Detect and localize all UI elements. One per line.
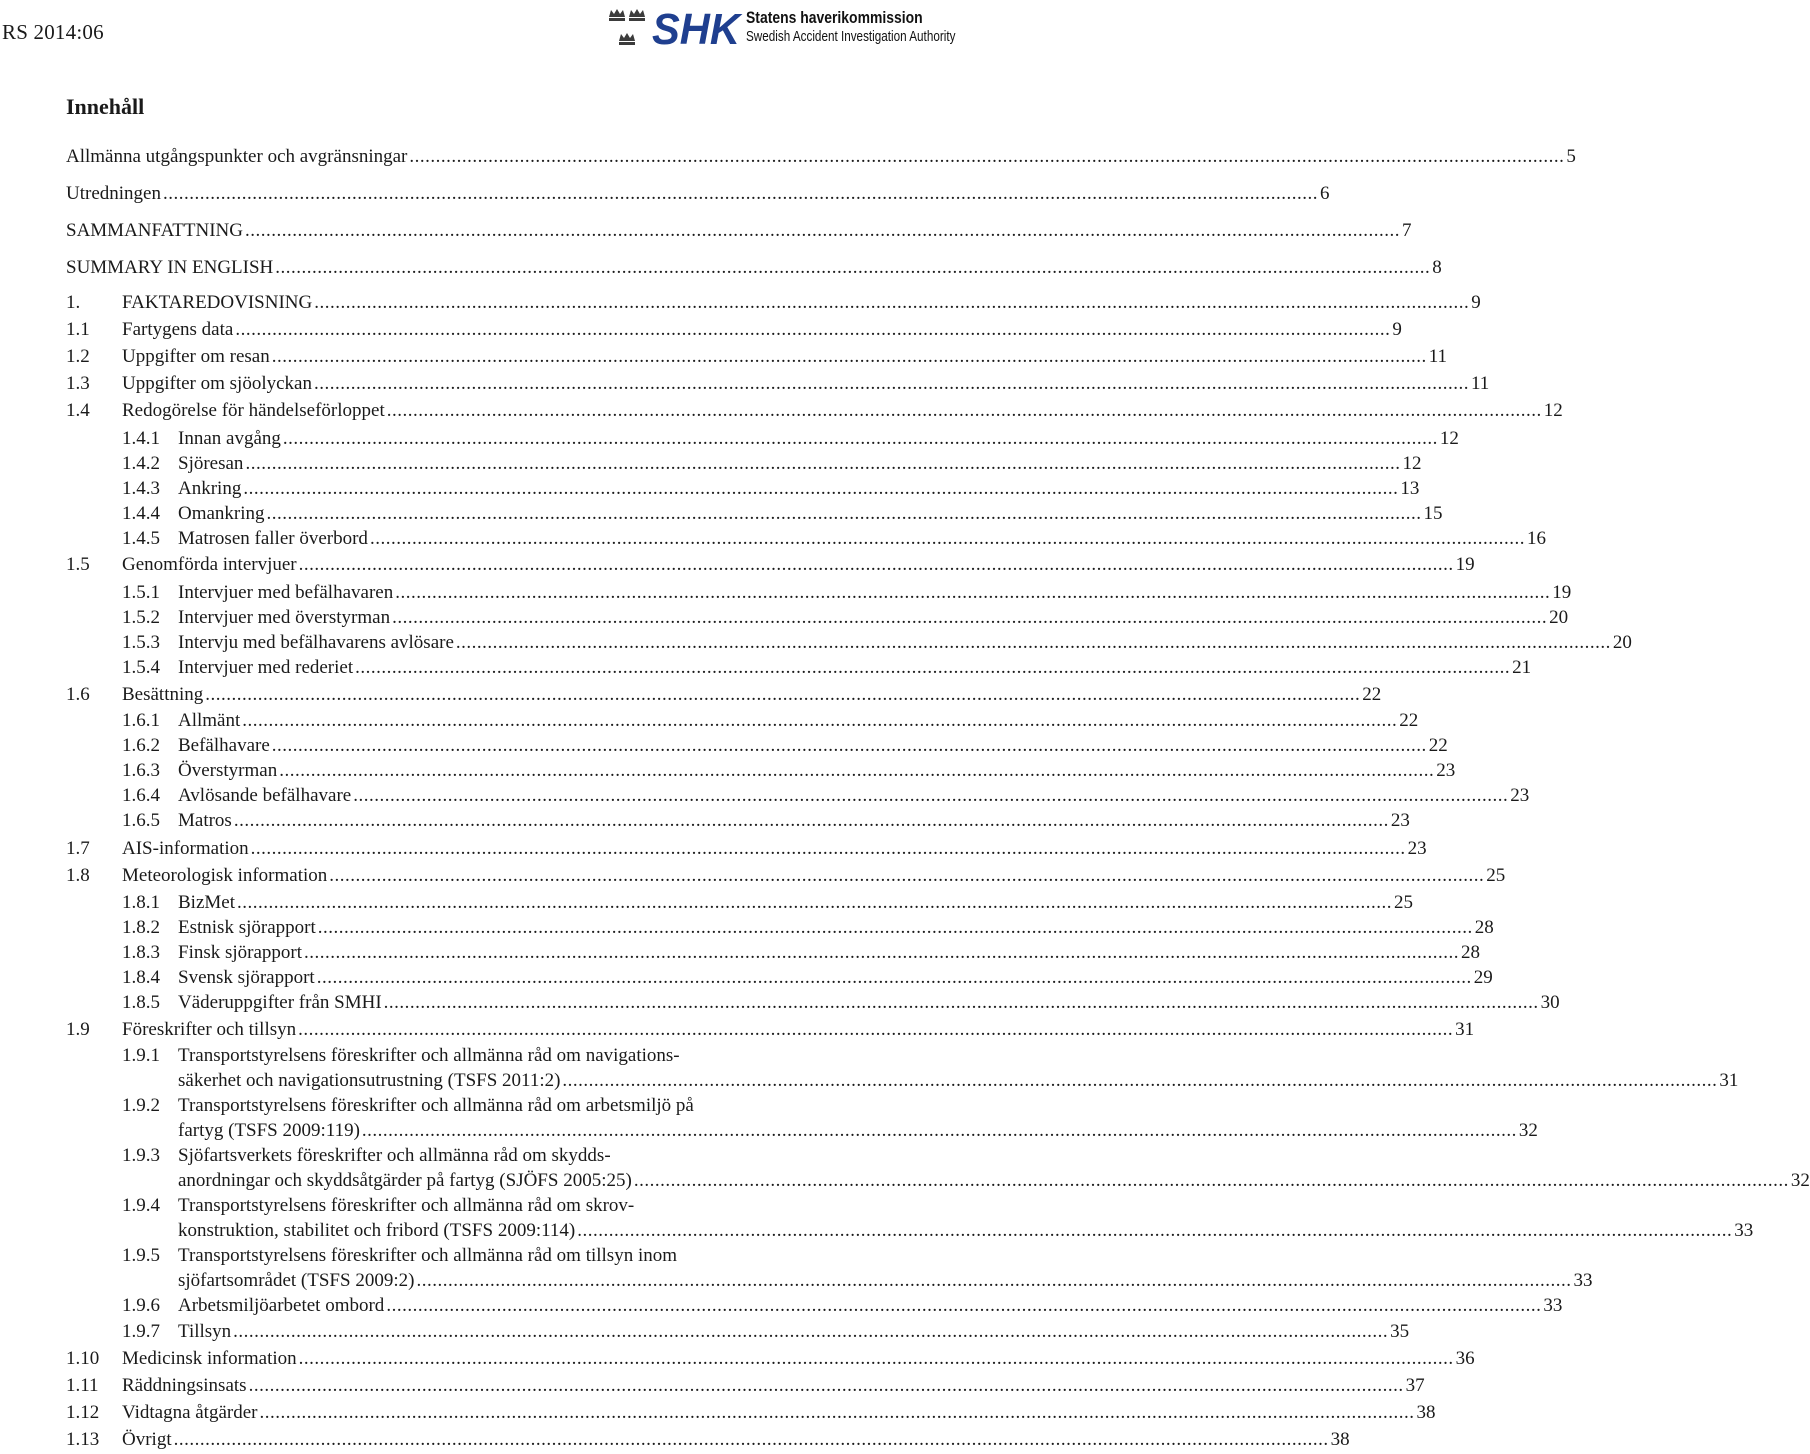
toc-entry-page: 33	[1573, 1270, 1593, 1291]
toc-entry-title: Estnisk sjörapport	[178, 917, 316, 938]
three-crowns-icon	[607, 7, 647, 49]
dot-leader: ............................................................................................................................................................................................................................	[243, 478, 1399, 499]
toc-entry-page: 31	[1455, 1019, 1475, 1040]
dot-leader: ............................................................................................................................................................................................................................	[298, 1348, 1454, 1369]
dot-leader: ............................................................................................................................................................................................................................	[298, 1019, 1454, 1040]
toc-entry-number: 1.4.3	[122, 478, 160, 499]
toc-entry-title: Intervjuer med befälhavaren	[178, 582, 394, 603]
dot-leader: ............................................................................................................................................................................................................................	[353, 785, 1509, 806]
toc-entry-page: 36	[1455, 1348, 1475, 1369]
toc-entry-number: 1.4.5	[122, 528, 160, 549]
toc-entry-page: 22	[1362, 684, 1382, 705]
toc-entry-title: BizMet	[178, 892, 235, 913]
toc-entry-number: 1.12	[66, 1402, 100, 1423]
toc-entry-page: 33	[1734, 1220, 1754, 1241]
toc-entry-title-line1: Transportstyrelsens föreskrifter och allmänna råd om tillsyn inom	[178, 1245, 678, 1266]
dot-leader: ............................................................................................................................................................................................................................	[329, 865, 1485, 886]
toc-entry-page: 38	[1416, 1402, 1436, 1423]
toc-entry-number: 1.4.4	[122, 503, 160, 524]
dot-leader: ............................................................................................................................................................................................................................	[386, 400, 1542, 421]
toc-entry-number: 1.5	[66, 554, 90, 575]
toc-entry-title: säkerhet och navigationsutrustning (TSFS 2011:2)	[178, 1070, 561, 1091]
toc-entry-title: Matros	[178, 810, 232, 831]
toc-entry-number: 1.9.2	[122, 1095, 160, 1116]
dot-leader: ............................................................................................................................................................................................................................	[314, 292, 1470, 313]
toc-entry-title: Innan avgång	[178, 428, 281, 449]
toc-entry-title: Medicinsk information	[122, 1348, 297, 1369]
shk-letters: SHK	[652, 5, 744, 54]
toc-entry-title: Ankring	[178, 478, 242, 499]
toc-entry-page: 22	[1399, 710, 1419, 731]
dot-leader: ............................................................................................................................................................................................................................	[173, 1429, 1329, 1450]
toc-entry-number: 1.5.4	[122, 657, 160, 678]
toc-entry-title: Utredningen	[66, 183, 161, 204]
dot-leader: ............................................................................................................................................................................................................................	[304, 942, 1460, 963]
toc-entry-page: 13	[1400, 478, 1420, 499]
dot-leader: ............................................................................................................................................................................................................................	[355, 657, 1511, 678]
dot-leader: ............................................................................................................................................................................................................................	[233, 1321, 1389, 1342]
toc-entry-title: Intervjuer med överstyrman	[178, 607, 391, 628]
toc-entry-title: Allmänt	[178, 710, 241, 731]
toc-entry-number: 1.4.1	[122, 428, 160, 449]
dot-leader: ............................................................................................................................................................................................................................	[313, 373, 1469, 394]
toc-entry-title: Svensk sjörapport	[178, 967, 315, 988]
dot-leader: ............................................................................................................................................................................................................................	[282, 428, 1438, 449]
toc-entry-page: 6	[1319, 183, 1330, 204]
toc-entry-number: 1.9.7	[122, 1321, 160, 1342]
toc-entry-number: 1.8.2	[122, 917, 160, 938]
toc-entry-title: Tillsyn	[178, 1321, 232, 1342]
toc-entry-page: 20	[1549, 607, 1569, 628]
toc-entry-page: 32	[1790, 1170, 1810, 1191]
dot-leader: ............................................................................................................................................................................................................................	[316, 967, 1472, 988]
toc-entry-page: 16	[1526, 528, 1546, 549]
toc-entry-title: Omankring	[178, 503, 265, 524]
toc-entry-title: Sjöresan	[178, 453, 244, 474]
toc-entry-page: 22	[1428, 735, 1448, 756]
toc-entry-title: Matrosen faller överbord	[178, 528, 368, 549]
toc-entry-number: 1.9	[66, 1019, 90, 1040]
toc-entry-number: 1.4.2	[122, 453, 160, 474]
toc-entry-number: 1.11	[66, 1375, 99, 1396]
agency-name-en: Swedish Accident Investigation Authority	[746, 28, 956, 45]
toc-entry-title-line1: Transportstyrelsens föreskrifter och allmänna råd om navigations-	[178, 1045, 680, 1066]
toc-entry-page: 33	[1543, 1295, 1563, 1316]
toc-entry-page: 28	[1461, 942, 1481, 963]
toc-entry-number: 1.9.5	[122, 1245, 160, 1266]
toc-entry-number: 1.3	[66, 373, 90, 394]
toc-entry-number: 1.8.3	[122, 942, 160, 963]
toc-entry-number: 1.8.1	[122, 892, 160, 913]
dot-leader: ............................................................................................................................................................................................................................	[242, 710, 1398, 731]
toc-title: Innehåll	[66, 94, 145, 119]
toc-entry-page: 19	[1455, 554, 1475, 575]
toc-entry-page: 12	[1543, 400, 1563, 421]
toc-entry-page: 25	[1394, 892, 1413, 913]
dot-leader: ............................................................................................................................................................................................................................	[298, 554, 1454, 575]
toc-entry-page: 9	[1392, 319, 1402, 340]
toc-entry-number: 1.9.6	[122, 1295, 160, 1316]
dot-leader: ............................................................................................................................................................................................................................	[245, 220, 1400, 241]
dot-leader: ............................................................................................................................................................................................................................	[248, 1375, 1404, 1396]
toc-entry-title: Arbetsmiljöarbetet ombord	[178, 1295, 385, 1316]
page-header	[0, 0, 960, 60]
toc-entry-title: Vidtagna åtgärder	[122, 1402, 258, 1423]
toc-entry-page: 20	[1612, 632, 1632, 653]
agency-name	[746, 8, 1015, 46]
toc-entry-number: 1.6	[66, 684, 90, 705]
toc-entry-title: Fartygens data	[122, 319, 234, 340]
toc-entry-page: 32	[1518, 1120, 1538, 1141]
toc-entry-page: 25	[1486, 865, 1506, 886]
dot-leader: ............................................................................................................................................................................................................................	[361, 1120, 1517, 1141]
toc-entry-page: 11	[1470, 373, 1490, 394]
toc-entry-title: fartyg (TSFS 2009:119)	[178, 1120, 360, 1141]
dot-leader: ............................................................................................................................................................................................................................	[250, 838, 1406, 859]
dot-leader: ............................................................................................................................................................................................................................	[383, 992, 1539, 1013]
toc-entry-page: 19	[1552, 582, 1572, 603]
toc-entry-title-line1: Transportstyrelsens föreskrifter och allmänna råd om skrov-	[178, 1195, 635, 1216]
toc-entry-title: Avlösande befälhavare	[178, 785, 352, 806]
dot-leader: ............................................................................................................................................................................................................................	[271, 735, 1427, 756]
dot-leader: ............................................................................................................................................................................................................................	[245, 453, 1401, 474]
toc-entry-title: SAMMANFATTNING	[66, 220, 243, 241]
toc-entry-title: sjöfartsområdet (TSFS 2009:2)	[178, 1270, 415, 1291]
toc-entry-number: 1.13	[66, 1429, 100, 1450]
dot-leader: ............................................................................................................................................................................................................................	[416, 1270, 1572, 1291]
toc-entry-title: anordningar och skyddsåtgärder på fartyg (SJÖFS 2005:25)	[178, 1170, 632, 1191]
report-id: RS 2014:06	[2, 20, 104, 44]
toc-entry-page: 12	[1439, 428, 1459, 449]
toc-entry-title: Uppgifter om sjöolyckan	[122, 373, 312, 394]
dot-leader: ............................................................................................................................................................................................................................	[386, 1295, 1542, 1316]
toc-entry-number: 1.6.3	[122, 760, 160, 781]
shk-wordmark	[650, 5, 744, 54]
dot-leader: ............................................................................................................................................................................................................................	[235, 319, 1391, 340]
toc-entry-title-line1: Transportstyrelsens föreskrifter och allmänna råd om arbetsmiljö på	[178, 1095, 694, 1116]
dot-leader: ............................................................................................................................................................................................................................	[266, 503, 1422, 524]
dot-leader: ............................................................................................................................................................................................................................	[233, 810, 1389, 831]
toc-entry-page: 5	[1566, 146, 1576, 167]
toc-entry-number: 1.1	[66, 319, 90, 340]
toc-entry-title: Övrigt	[122, 1429, 172, 1450]
toc-entry-title: Allmänna utgångspunkter och avgränsningar	[66, 146, 408, 167]
dot-leader: ............................................................................................................................................................................................................................	[205, 684, 1361, 705]
toc-entry-title: Räddningsinsats	[122, 1375, 247, 1396]
toc-entry-number: 1.7	[66, 838, 90, 859]
toc-entry-title: Finsk sjörapport	[178, 942, 303, 963]
toc-entry-page: 30	[1540, 992, 1560, 1013]
toc-entry-title: Besättning	[122, 684, 204, 705]
toc-entry-page: 23	[1407, 838, 1427, 859]
toc-entry-page: 29	[1473, 967, 1493, 988]
toc-entry-title: Redogörelse för händelseförloppet	[122, 400, 385, 421]
toc-entry-number: 1.9.3	[122, 1145, 160, 1166]
toc-entry-number: 1.10	[66, 1348, 100, 1369]
toc-entry-page: 28	[1474, 917, 1494, 938]
dot-leader: ............................................................................................................................................................................................................................	[162, 183, 1318, 204]
toc-entry-number: 1.9.1	[122, 1045, 160, 1066]
toc-entry-title: Befälhavare	[178, 735, 270, 756]
toc-entry-number: 1.6.2	[122, 735, 160, 756]
toc-entry-page: 8	[1432, 257, 1442, 278]
dot-leader: ............................................................................................................................................................................................................................	[633, 1170, 1789, 1191]
dot-leader: ............................................................................................................................................................................................................................	[455, 632, 1611, 653]
toc-entry-number: 1.8	[66, 865, 90, 886]
toc-entry-number: 1.6.4	[122, 785, 160, 806]
toc-entry-page: 31	[1719, 1070, 1739, 1091]
toc-entry-page: 23	[1510, 785, 1530, 806]
dot-leader: ............................................................................................................................................................................................................................	[259, 1402, 1415, 1423]
toc-entry-page: 7	[1402, 220, 1412, 241]
toc-entry-number: 1.5.3	[122, 632, 160, 653]
toc-entry-title: Meteorologisk information	[122, 865, 328, 886]
toc-entry-page: 23	[1390, 810, 1410, 831]
dot-leader: ............................................................................................................................................................................................................................	[395, 582, 1551, 603]
toc-entry-title: SUMMARY IN ENGLISH	[66, 257, 274, 278]
toc-entry-number: 1.5.1	[122, 582, 160, 603]
toc-entry-page: 12	[1402, 453, 1422, 474]
toc-entry-title: Uppgifter om resan	[122, 346, 270, 367]
dot-leader: ............................................................................................................................................................................................................................	[237, 892, 1392, 913]
toc-entry-page: 37	[1405, 1375, 1425, 1396]
toc-entry-page: 11	[1428, 346, 1448, 367]
toc-entry-title: Väderuppgifter från SMHI	[178, 992, 382, 1013]
toc-entry-number: 1.	[66, 292, 81, 313]
toc-entry-number: 1.9.4	[122, 1195, 160, 1216]
dot-leader: ............................................................................................................................................................................................................................	[562, 1070, 1718, 1091]
toc-entry-title: FAKTAREDOVISNING	[122, 292, 313, 313]
toc-entry-page: 21	[1512, 657, 1532, 678]
toc-entry-page: 15	[1423, 503, 1443, 524]
toc-entry-title: Intervjuer med rederiet	[178, 657, 354, 678]
toc-entry-title: Överstyrman	[178, 760, 278, 781]
agency-name-sv: Statens haverikommission	[746, 8, 923, 27]
toc-entry-title: konstruktion, stabilitet och fribord (TSFS 2009:114)	[178, 1220, 576, 1241]
toc-entry-number: 1.5.2	[122, 607, 160, 628]
toc-entry-number: 1.6.5	[122, 810, 160, 831]
dot-leader: ............................................................................................................................................................................................................................	[271, 346, 1427, 367]
toc-entry-number: 1.8.5	[122, 992, 160, 1013]
toc-entry-number: 1.2	[66, 346, 90, 367]
toc-entry-title: Intervju med befälhavarens avlösare	[178, 632, 454, 653]
dot-leader: ............................................................................................................................................................................................................................	[577, 1220, 1733, 1241]
toc-entry-page: 23	[1436, 760, 1456, 781]
toc-entry-page: 35	[1390, 1321, 1410, 1342]
toc-entry-number: 1.6.1	[122, 710, 160, 731]
dot-leader: ............................................................................................................................................................................................................................	[369, 528, 1525, 549]
shk-logo	[607, 5, 960, 54]
toc-entry-title: Föreskrifter och tillsyn	[122, 1019, 297, 1040]
toc-entry-number: 1.8.4	[122, 967, 160, 988]
dot-leader: ............................................................................................................................................................................................................................	[392, 607, 1548, 628]
toc-entry-number: 1.4	[66, 400, 90, 421]
dot-leader: ............................................................................................................................................................................................................................	[317, 917, 1473, 938]
dot-leader: ............................................................................................................................................................................................................................	[409, 146, 1565, 167]
toc-entry-title: AIS-information	[122, 838, 249, 859]
dot-leader: ............................................................................................................................................................................................................................	[279, 760, 1435, 781]
toc-entry-title-line1: Sjöfartsverkets föreskrifter och allmänna råd om skydds-	[178, 1145, 611, 1166]
toc-entry-page: 9	[1471, 292, 1481, 313]
dot-leader: ............................................................................................................................................................................................................................	[275, 257, 1431, 278]
toc-entry-title: Genomförda intervjuer	[122, 554, 297, 575]
toc-entry-page: 38	[1330, 1429, 1350, 1450]
